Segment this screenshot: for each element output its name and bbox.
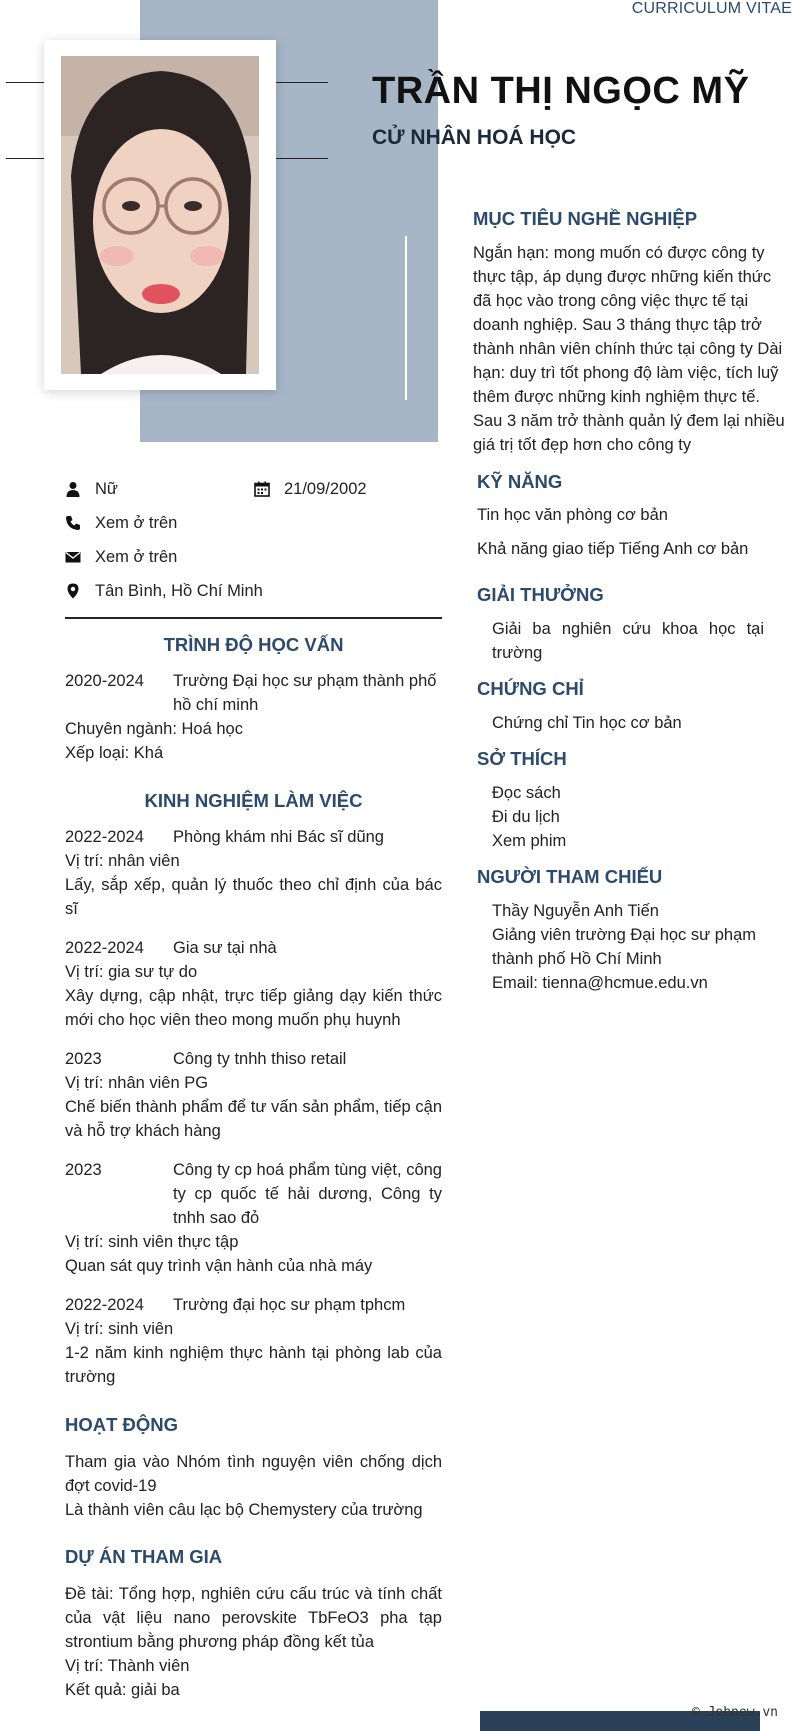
experience-section	[65, 825, 442, 1389]
certificate-item: Chứng chỉ Tin học cơ bản	[492, 714, 682, 732]
experience-entry	[65, 825, 442, 921]
experience-org: Gia sư tại nhà	[173, 939, 277, 957]
hobbies-heading: SỞ THÍCH	[477, 748, 567, 769]
experience-desc: Xây dựng, cập nhật, trực tiếp giảng dạy kiến thức mới cho học viên theo mong muốn phụ huynh	[65, 987, 442, 1029]
hobbies-list	[492, 781, 782, 853]
reference-email: Email: tienna@hcmue.edu.vn	[492, 974, 708, 992]
activities-heading: HOẠT ĐỘNG	[65, 1414, 179, 1435]
experience-date: 2023	[65, 1050, 102, 1068]
reference-role: Giảng viên trường Đại học sư phạm thành phố Hồ Chí Minh	[492, 926, 757, 968]
experience-desc: Quan sát quy trình vận hành của nhà máy	[65, 1257, 373, 1275]
education-date: 2020-2024	[65, 672, 144, 690]
skill-item: Khả năng giao tiếp Tiếng Anh cơ bản	[477, 540, 749, 558]
cv-label: CURRICULUM VITAE	[631, 0, 792, 17]
gender-value: Nữ	[95, 479, 118, 498]
phone-value: Xem ở trên	[95, 513, 178, 532]
experience-date: 2022-2024	[65, 1296, 144, 1314]
activity-line: Tham gia vào Nhóm tình nguyện viên chống dịch đợt covid-19	[65, 1453, 442, 1495]
birthdate-value: 21/09/2002	[284, 479, 367, 498]
project-position: Vị trí: Thành viên	[65, 1657, 190, 1675]
experience-date: 2022-2024	[65, 828, 144, 846]
calendar-icon	[254, 481, 270, 497]
experience-desc: Chế biến thành phẩm để tư vấn sản phẩm, tiếp cận và hỗ trợ khách hàng	[65, 1098, 442, 1140]
location-pin-icon	[65, 583, 81, 599]
references-heading: NGƯỜI THAM CHIẾU	[477, 866, 663, 887]
candidate-name: TRẦN THỊ NGỌC MỸ	[372, 70, 750, 112]
awards-heading: GIẢI THƯỞNG	[477, 584, 604, 605]
section-divider	[65, 617, 442, 619]
person-icon	[65, 481, 81, 497]
experience-position: Vị trí: gia sư tự do	[65, 963, 198, 981]
decorative-vertical-line	[405, 236, 407, 400]
profile-photo	[61, 56, 259, 374]
email-value: Xem ở trên	[95, 547, 178, 566]
education-school: Trường Đại học sư phạm thành phố hồ chí minh	[173, 672, 437, 714]
experience-desc: Lấy, sắp xếp, quản lý thuốc theo chỉ định của bác sĩ	[65, 876, 442, 918]
skill-item: Tin học văn phòng cơ bản	[477, 506, 668, 524]
experience-position: Vị trí: sinh viên thực tập	[65, 1233, 239, 1251]
education-heading: TRÌNH ĐỘ HỌC VẤN	[163, 634, 344, 655]
experience-date: 2023	[65, 1161, 102, 1179]
projects-section	[65, 1582, 442, 1702]
experience-entry	[65, 1158, 442, 1278]
references-section	[492, 899, 782, 995]
candidate-title: CỬ NHÂN HOÁ HỌC	[372, 126, 577, 149]
experience-date: 2022-2024	[65, 939, 144, 957]
experience-org: Công ty tnhh thiso retail	[173, 1050, 347, 1068]
education-section	[65, 669, 442, 765]
experience-entry	[65, 1047, 442, 1143]
hobby-item: Đi du lịch	[492, 808, 560, 826]
objective-heading: MỤC TIÊU NGHỀ NGHIỆP	[473, 208, 698, 229]
skills-heading: KỸ NĂNG	[477, 471, 563, 492]
project-topic: Đề tài: Tổng hợp, nghiên cứu cấu trúc và tính chất của vật liệu nano perovskite TbFeO3 pha tạp strontium bằng phương pháp đồng kết tủa	[65, 1585, 442, 1651]
phone-icon	[65, 515, 81, 531]
projects-heading: DỰ ÁN THAM GIA	[65, 1546, 223, 1567]
experience-position: Vị trí: nhân viên	[65, 852, 180, 870]
experience-heading: KINH NGHIỆM LÀM VIỆC	[144, 790, 363, 811]
experience-entry	[65, 1293, 442, 1389]
reference-name: Thầy Nguyễn Anh Tiến	[492, 902, 659, 920]
hobby-item: Xem phim	[492, 832, 567, 850]
email-icon	[65, 549, 81, 565]
experience-desc: 1-2 năm kinh nghiệm thực hành tại phòng lab của trường	[65, 1344, 442, 1386]
education-rank: Xếp loại: Khá	[65, 744, 164, 762]
award-item: Giải ba nghiên cứu khoa học tại trường	[492, 620, 764, 662]
education-entry	[65, 669, 442, 717]
experience-position: Vị trí: nhân viên PG	[65, 1074, 209, 1092]
experience-org: Phòng khám nhi Bác sĩ dũng	[173, 828, 384, 846]
skills-list	[477, 503, 787, 561]
experience-entry	[65, 936, 442, 1032]
activities-section	[65, 1450, 442, 1522]
contact-info	[65, 477, 442, 603]
experience-position: Vị trí: sinh viên	[65, 1320, 174, 1338]
experience-org: Trường đại học sư phạm tphcm	[173, 1296, 406, 1314]
watermark: © Jobnew.vn	[691, 1705, 778, 1720]
project-result: Kết quả: giải ba	[65, 1681, 180, 1699]
experience-org: Công ty cp hoá phẩm tùng việt, công ty cp quốc tế hải dương, Công ty tnhh sao đỏ	[173, 1161, 442, 1227]
certificates-heading: CHỨNG CHỈ	[477, 678, 584, 699]
objective-text: Ngắn hạn: mong muốn có được công ty thực tập, áp dụng được những kiến thức đã học vào trong công việc thực tế tại doanh nghiệp. Sau 3 tháng thực tập trở thành nhân viên chính thức tại công ty Dài hạn: duy trì tốt phong độ làm việc, tích luỹ thêm được những kinh nghiệm thực tế. Sau 3 năm trở thành quản lý đem lại nhiều giá trị tốt đẹp hơn cho công ty	[473, 244, 785, 454]
hobby-item: Đọc sách	[492, 784, 561, 802]
education-major: Chuyên ngành: Hoá học	[65, 720, 243, 738]
birthdate-group	[254, 480, 367, 499]
address-value: Tân Bình, Hồ Chí Minh	[95, 581, 263, 600]
activity-line: Là thành viên câu lạc bộ Chemystery của trường	[65, 1501, 423, 1519]
